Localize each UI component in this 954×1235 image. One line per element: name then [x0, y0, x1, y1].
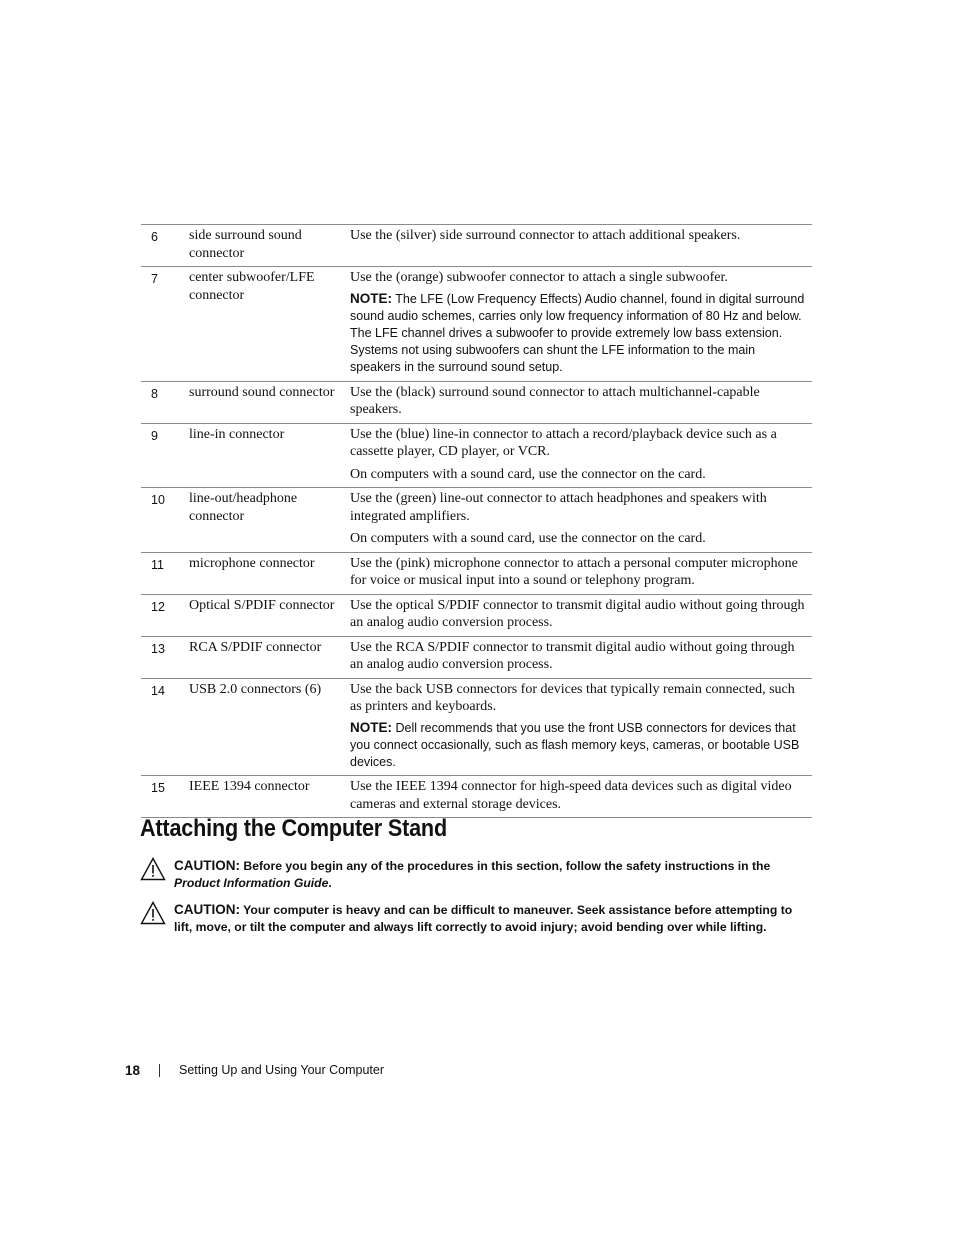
table-row — [141, 488, 812, 553]
description-paragraph: Use the IEEE 1394 connector for high-speed data devices such as digital video cameras and external storage devices. — [350, 779, 792, 812]
connector-name: side surround sound connector — [189, 225, 350, 267]
connector-name: USB 2.0 connectors (6) — [189, 678, 350, 776]
note-label: NOTE: — [350, 290, 392, 306]
connector-description — [350, 225, 812, 267]
warning-triangle-icon — [140, 857, 166, 881]
connector-description — [350, 678, 812, 776]
description-paragraph: Use the (pink) microphone connector to attach a personal computer microphone for voice or musical input into a sound or telephony program. — [350, 555, 798, 589]
row-number: 6 — [141, 225, 189, 267]
note — [350, 290, 808, 377]
connector-description — [350, 594, 812, 636]
row-number: 9 — [141, 423, 189, 488]
caution-text — [174, 901, 812, 936]
table-row — [141, 423, 812, 488]
table-row — [141, 225, 812, 267]
caution-text — [174, 857, 812, 892]
description-paragraph: On computers with a sound card, use the connector on the card. — [350, 466, 706, 482]
connector-name: line-in connector — [189, 423, 350, 488]
caution-safety — [140, 857, 812, 892]
connector-name: Optical S/PDIF connector — [189, 594, 350, 636]
table-row — [141, 678, 812, 776]
table-row — [141, 594, 812, 636]
connector-name: surround sound connector — [189, 381, 350, 423]
row-number: 15 — [141, 776, 189, 818]
description-paragraph: On computers with a sound card, use the connector on the card. — [350, 531, 706, 547]
table-row — [141, 381, 812, 423]
connector-description — [350, 636, 812, 678]
row-number: 14 — [141, 678, 189, 776]
description-paragraph: Use the optical S/PDIF connector to transmit digital audio without going through an analog audio conversion process. — [350, 597, 805, 631]
row-number: 11 — [141, 552, 189, 594]
row-number: 8 — [141, 381, 189, 423]
caution-body: Before you begin any of the procedures in this section, follow the safety instructions in the — [240, 859, 771, 873]
table-row — [141, 267, 812, 382]
connector-name: RCA S/PDIF connector — [189, 636, 350, 678]
row-number: 13 — [141, 636, 189, 678]
caution-heavy — [140, 901, 812, 936]
connector-name: IEEE 1394 connector — [189, 776, 350, 818]
caution-doc-title: Product Information Guide — [174, 876, 329, 891]
description-paragraph: Use the (blue) line-in connector to attach a record/playback device such as a cassette player, CD player, or VCR. — [350, 426, 777, 460]
warning-triangle-icon — [140, 901, 166, 925]
row-number: 10 — [141, 488, 189, 553]
row-number: 12 — [141, 594, 189, 636]
description-paragraph: Use the back USB connectors for devices that typically remain connected, such as printers and keyboards. — [350, 681, 795, 715]
caution-label: CAUTION: — [174, 902, 240, 917]
footer-chapter-title: Setting Up and Using Your Computer — [179, 1063, 384, 1077]
description-paragraph: Use the (orange) subwoofer connector to attach a single subwoofer. — [350, 270, 728, 285]
table-row — [141, 636, 812, 678]
connector-description — [350, 488, 812, 553]
caution-label: CAUTION: — [174, 858, 240, 873]
footer-divider — [159, 1064, 160, 1077]
note-label: NOTE: — [350, 719, 392, 735]
connector-name: line-out/headphone connector — [189, 488, 350, 553]
caution-end: . — [328, 876, 332, 891]
description-paragraph: Use the RCA S/PDIF connector to transmit digital audio without going through an analog audio conversion process. — [350, 639, 795, 673]
section-title: Attaching the Computer Stand — [140, 815, 447, 842]
connector-description — [350, 267, 812, 382]
description-paragraph: Use the (black) surround sound connector to attach multichannel-capable speakers. — [350, 384, 760, 418]
description-paragraph: Use the (green) line-out connector to attach headphones and speakers with integrated amplifiers. — [350, 491, 767, 524]
description-paragraph: Use the (silver) side surround connector to attach additional speakers. — [350, 228, 741, 243]
row-number: 7 — [141, 267, 189, 382]
connector-name: center subwoofer/LFE connector — [189, 267, 350, 382]
note-text: Dell recommends that you use the front USB connectors for devices that you connect occasionally, such as flash memory keys, cameras, or bootable USB devices. — [350, 720, 800, 769]
connector-name: microphone connector — [189, 552, 350, 594]
table-row — [141, 552, 812, 594]
connector-description — [350, 776, 812, 818]
connector-table — [141, 224, 812, 818]
connector-description — [350, 423, 812, 488]
connector-description — [350, 381, 812, 423]
note-text: The LFE (Low Frequency Effects) Audio channel, found in digital surround sound audio schemes, carries only low frequency information of 80 Hz and below. The LFE channel drives a subwoofer to provide extremely low bass extension. Systems not using subwoofers can shunt the LFE information to the main speakers in the surround sound setup. — [350, 291, 805, 375]
table-row — [141, 776, 812, 818]
page-number: 18 — [125, 1063, 141, 1078]
caution-body: Your computer is heavy and can be difficult to maneuver. Seek assistance before attempting to lift, move, or tilt the computer and always lift correctly to avoid injury; avoid bending over while lifting. — [174, 903, 793, 935]
note — [350, 719, 808, 772]
connector-description — [350, 552, 812, 594]
